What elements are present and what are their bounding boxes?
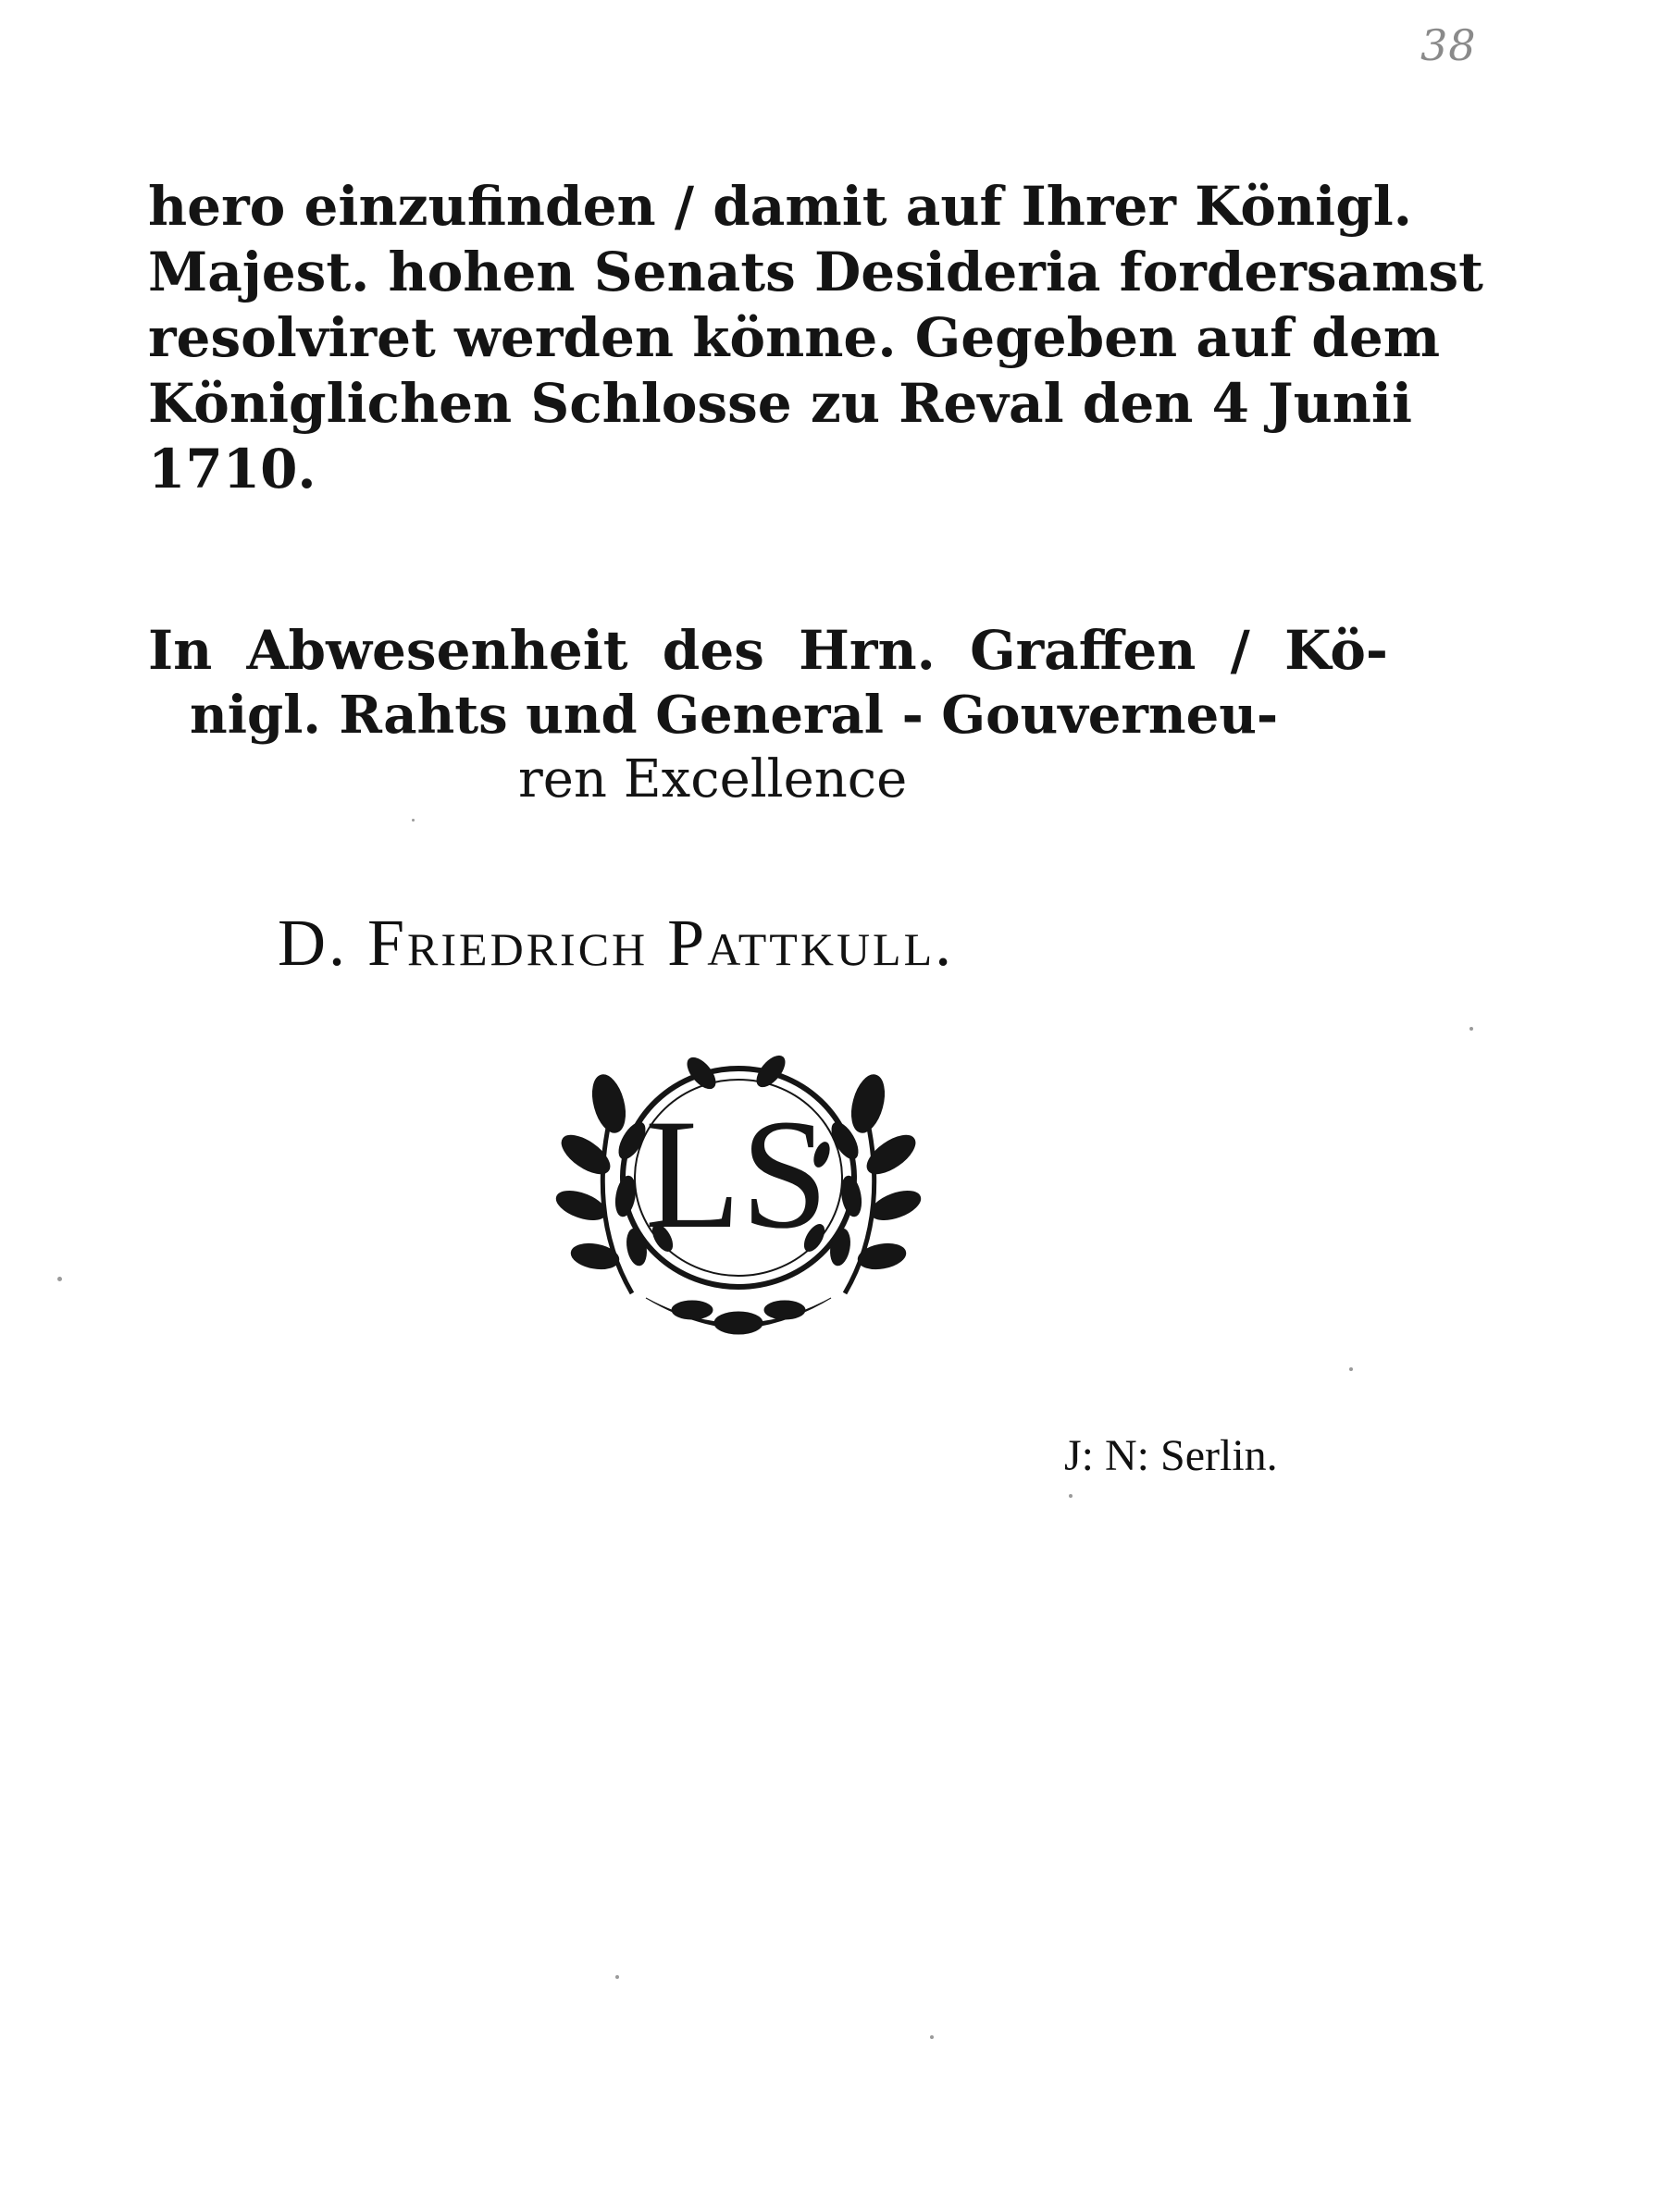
signature-line: ren Excellence: [518, 749, 908, 809]
body-line-date: 1710.: [148, 438, 316, 500]
scan-speck: [930, 2035, 934, 2039]
signature-block: [148, 618, 1388, 812]
scan-speck: [1349, 1367, 1353, 1371]
secretary-signature: J: N: Serlin.: [1064, 1431, 1278, 1480]
scan-speck: [57, 1277, 62, 1281]
body-paragraph: [148, 174, 1483, 502]
body-line: Königlichen Schlosse zu Reval den 4 Junii: [148, 372, 1413, 435]
folio-number: 38: [1420, 20, 1477, 70]
scan-speck: [1069, 1494, 1073, 1498]
laurel-wreath-seal-icon: [544, 1016, 933, 1367]
scan-speck: [412, 819, 415, 822]
signature-line: nigl. Rahts und General - Gouverneu-: [190, 685, 1279, 746]
scan-speck: [615, 1975, 619, 1979]
seal-monogram: LS: [644, 1087, 829, 1261]
seal-emblem: [544, 1016, 933, 1367]
body-line: hero einzufinden / damit auf Ihrer Königl.: [148, 175, 1412, 238]
signature-line: In Abwesenheit des Hrn. Graffen / Kö-: [148, 619, 1388, 682]
scan-speck: [1469, 1027, 1473, 1031]
signatory-name: D. Friedrich Pattkull.: [278, 906, 955, 980]
body-line: Majest. hohen Senats Desideria fordersamst: [148, 241, 1483, 303]
body-line: resolviret werden könne. Gegeben auf dem: [148, 306, 1441, 369]
